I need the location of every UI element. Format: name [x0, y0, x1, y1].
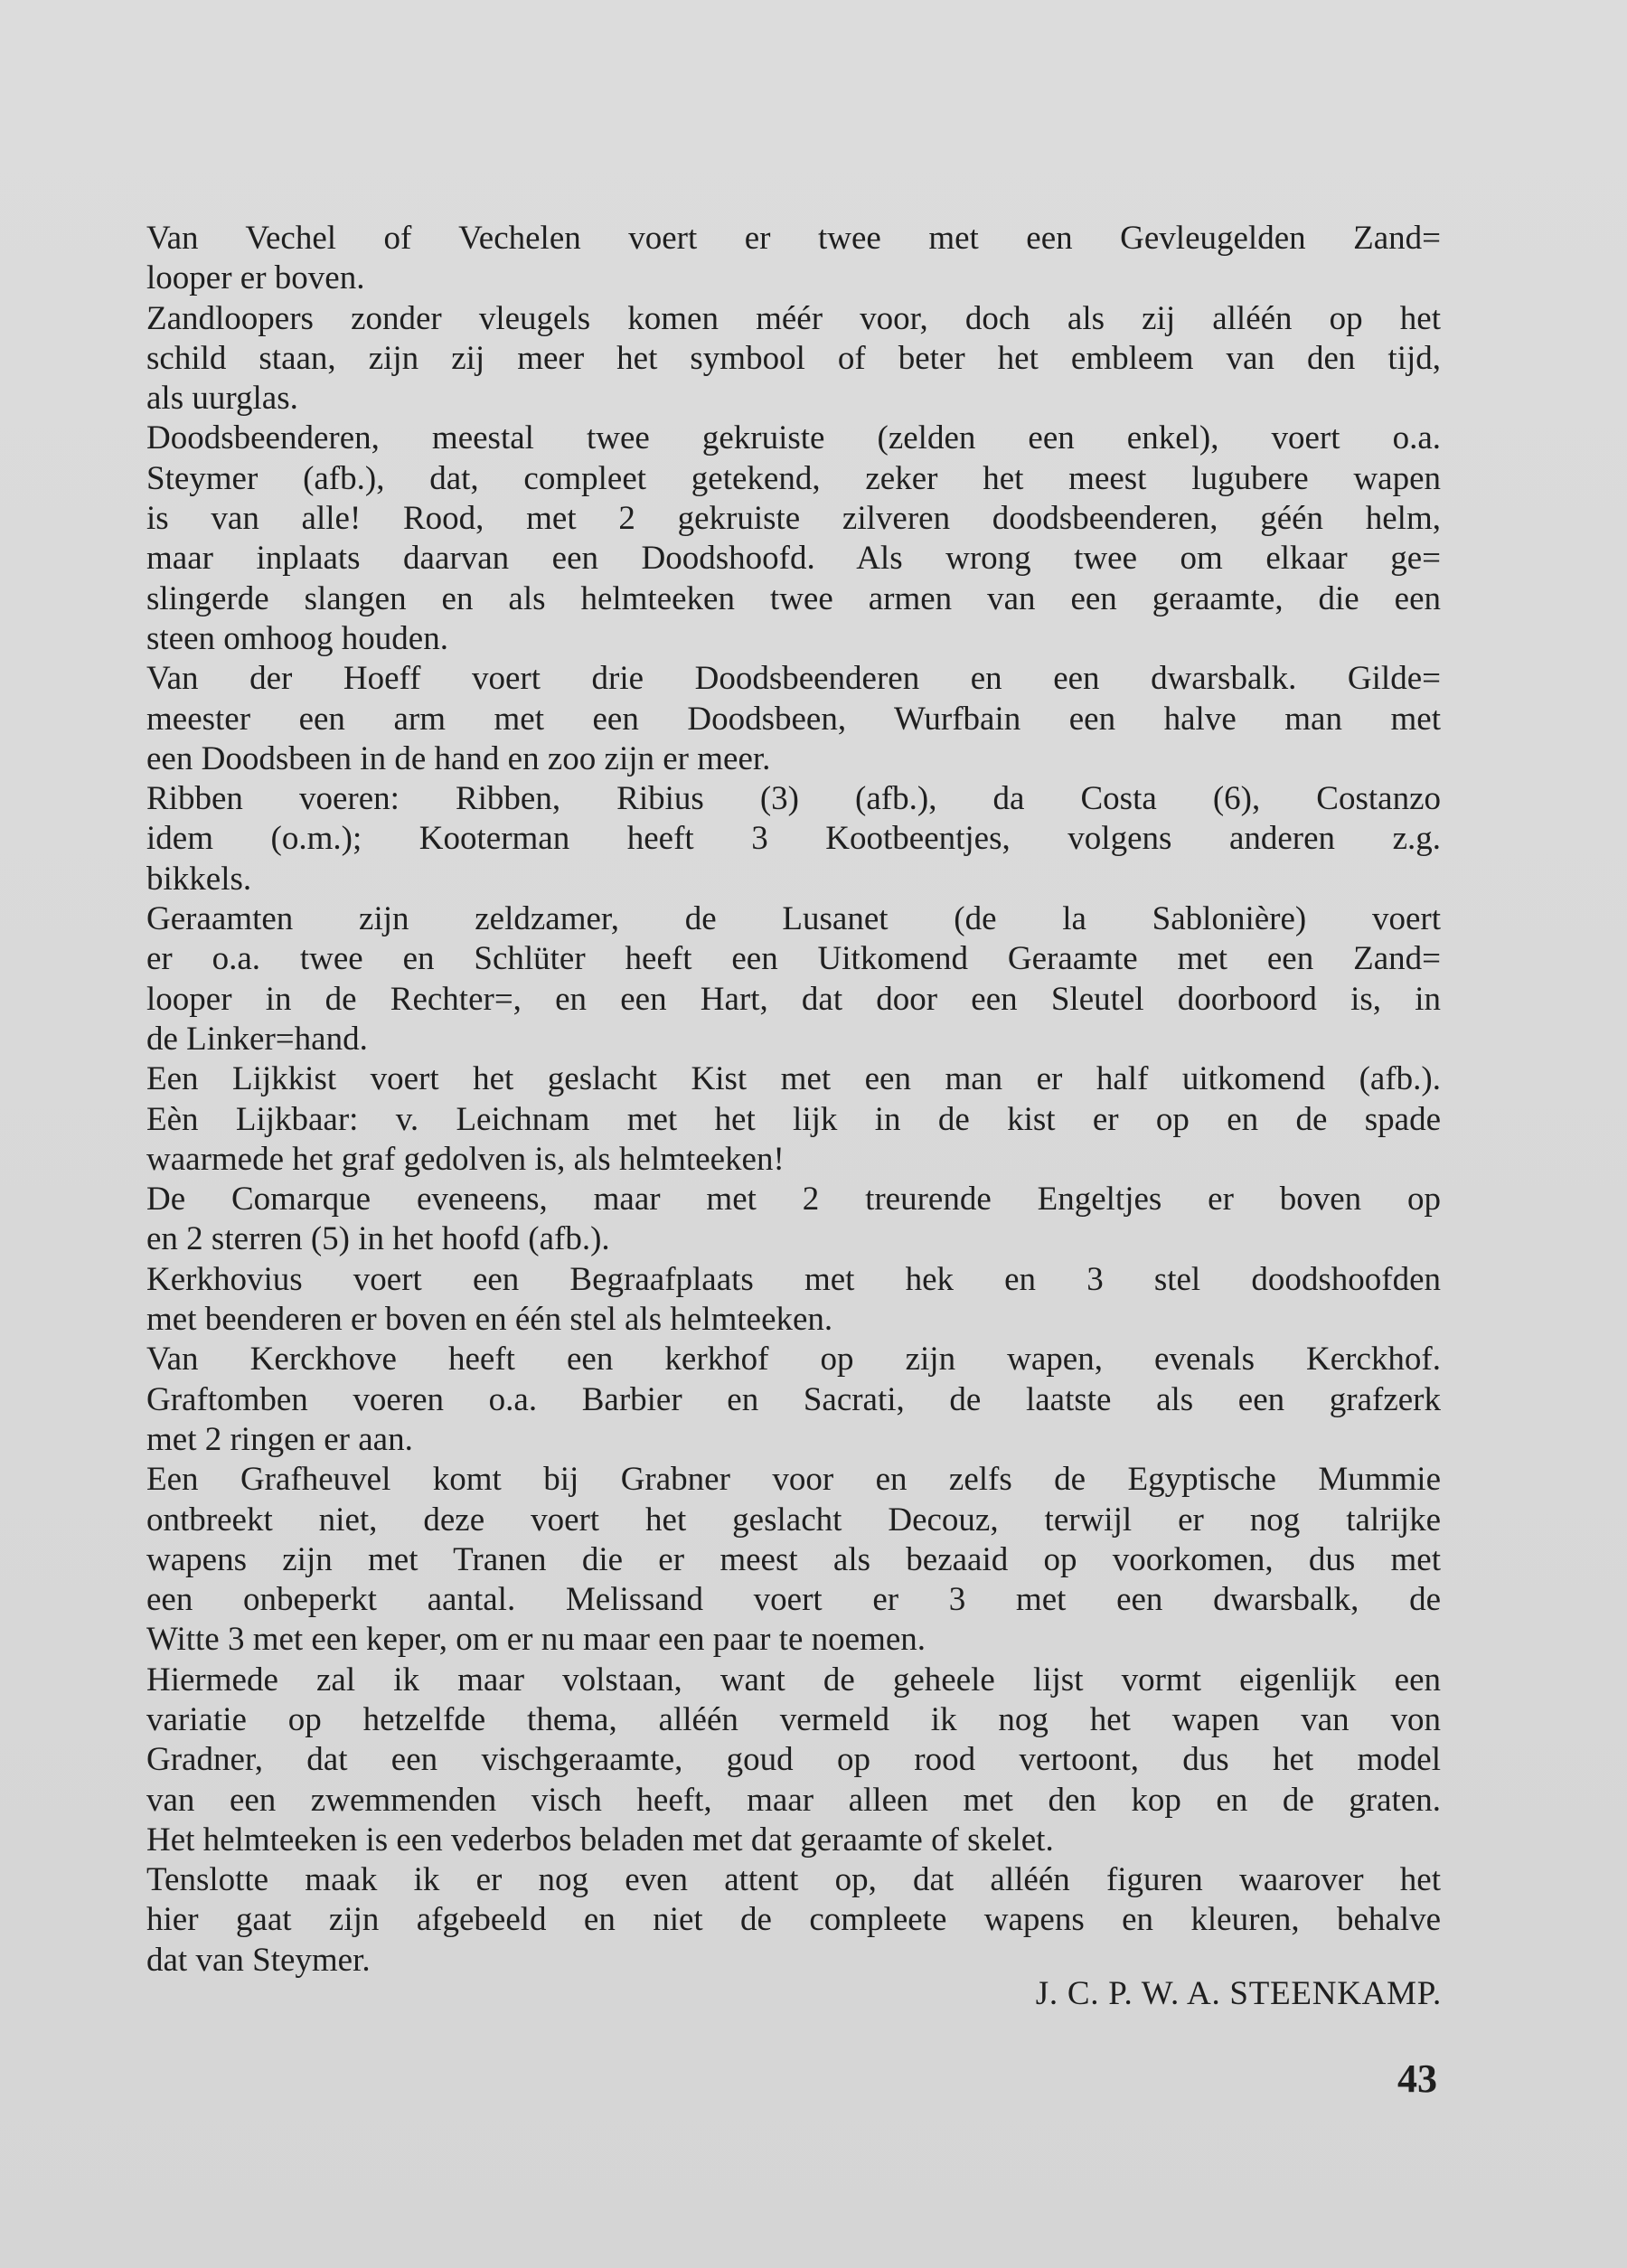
text-line: steen omhoog houden. — [146, 619, 448, 657]
text-line: wapens zijn met Tranen die er meest als bezaaid op voorkomen, dus met — [146, 1540, 1441, 1578]
text-line: is van alle! Rood, met 2 gekruiste zilveren doodsbeenderen, géén helm, — [146, 500, 1441, 538]
text-line: maar inplaats daarvan een Doodshoofd. Als wrong twee om elkaar ge= — [146, 540, 1441, 578]
text-line: De Comarque eveneens, maar met 2 treurende Engeltjes er boven op — [146, 1181, 1441, 1219]
text-line: looper in de Rechter=, en een Hart, dat door een Sleutel doorboord is, in — [146, 980, 1441, 1018]
text-line: van een zwemmenden visch heeft, maar alleen met den kop en de graten. — [146, 1781, 1441, 1819]
author-signature: J. C. P. W. A. STEENKAMP. — [1035, 1975, 1442, 2012]
text-line: met beenderen er boven en één stel als helmteeken. — [146, 1301, 833, 1339]
text-line: Van Vechel of Vechelen voert er twee met een Gevleugelden Zand= — [146, 220, 1441, 257]
text-line: schild staan, zijn zij meer het symbool of beter het embleem van den tijd, — [146, 339, 1441, 377]
text-line: er o.a. twee en Schlüter heeft een Uitkomend Geraamte met een Zand= — [146, 940, 1441, 978]
text-line: waarmede het graf gedolven is, als helmteeken! — [146, 1140, 785, 1178]
text-line: Steymer (afb.), dat, compleet getekend, zeker het meest lugubere wapen — [146, 459, 1441, 497]
text-line: Gradner, dat een vischgeraamte, goud op rood vertoont, dus het model — [146, 1741, 1441, 1779]
text-line: slingerde slangen en als helmteeken twee armen van een geraamte, die een — [146, 579, 1441, 617]
text-line: Eèn Lijkbaar: v. Leichnam met het lijk in de kist er op en de spade — [146, 1100, 1441, 1138]
text-line: de Linker=hand. — [146, 1020, 368, 1058]
text-line: Tenslotte maak ik er nog even attent op, dat alléén figuren waarover het — [146, 1861, 1441, 1899]
text-line: Van Kerckhove heeft een kerkhof op zijn wapen, evenals Kerckhof. — [146, 1341, 1441, 1379]
text-line: variatie op hetzelfde thema, alléén vermeld ik nog het wapen van von — [146, 1700, 1441, 1738]
text-line: en 2 sterren (5) in het hoofd (afb.). — [146, 1220, 610, 1258]
text-line: looper er boven. — [146, 259, 365, 297]
text-line: meester een arm met een Doodsbeen, Wurfbain een halve man met — [146, 700, 1441, 738]
text-line: een onbeperkt aantal. Melissand voert er 3 met een dwarsbalk, de — [146, 1581, 1441, 1619]
body-text — [146, 219, 1441, 1981]
text-line: als uurglas. — [146, 380, 298, 418]
text-line: een Doodsbeen in de hand en zoo zijn er meer. — [146, 739, 771, 777]
text-line: Een Lijkkist voert het geslacht Kist met een man er half uitkomend (afb.). — [146, 1060, 1441, 1098]
text-line: Zandloopers zonder vleugels komen méér voor, doch als zij alléén op het — [146, 299, 1441, 337]
text-line: Ribben voeren: Ribben, Ribius (3) (afb.), da Costa (6), Costanzo — [146, 780, 1441, 818]
text-line: met 2 ringen er aan. — [146, 1420, 413, 1458]
text-line: Kerkhovius voert een Begraafplaats met hek en 3 stel doodshoofden — [146, 1260, 1441, 1298]
text-line: Een Grafheuvel komt bij Grabner voor en zelfs de Egyptische Mummie — [146, 1461, 1441, 1499]
text-line: idem (o.m.); Kooterman heeft 3 Kootbeentjes, volgens anderen z.g. — [146, 820, 1441, 858]
text-line: hier gaat zijn afgebeeld en niet de compleete wapens en kleuren, behalve — [146, 1901, 1441, 1939]
text-line: Geraamten zijn zeldzamer, de Lusanet (de la Sablonière) voert — [146, 900, 1441, 938]
text-line: Doodsbeenderen, meestal twee gekruiste (zelden een enkel), voert o.a. — [146, 419, 1441, 457]
page-number: 43 — [1397, 2056, 1437, 2101]
text-line: Van der Hoeff voert drie Doodsbeenderen en een dwarsbalk. Gilde= — [146, 660, 1441, 698]
text-line: ontbreekt niet, deze voert het geslacht Decouz, terwijl er nog talrijke — [146, 1501, 1441, 1539]
text-line: Hiermede zal ik maar volstaan, want de geheele lijst vormt eigenlijk een — [146, 1661, 1441, 1699]
text-line: bikkels. — [146, 860, 252, 898]
text-line: dat van Steymer. — [146, 1941, 371, 1979]
text-line: Het helmteeken is een vederbos beladen met dat geraamte of skelet. — [146, 1821, 1054, 1859]
text-line: Witte 3 met een keper, om er nu maar een paar te noemen. — [146, 1621, 926, 1659]
text-line: Graftomben voeren o.a. Barbier en Sacrati, de laatste als een grafzerk — [146, 1380, 1441, 1418]
